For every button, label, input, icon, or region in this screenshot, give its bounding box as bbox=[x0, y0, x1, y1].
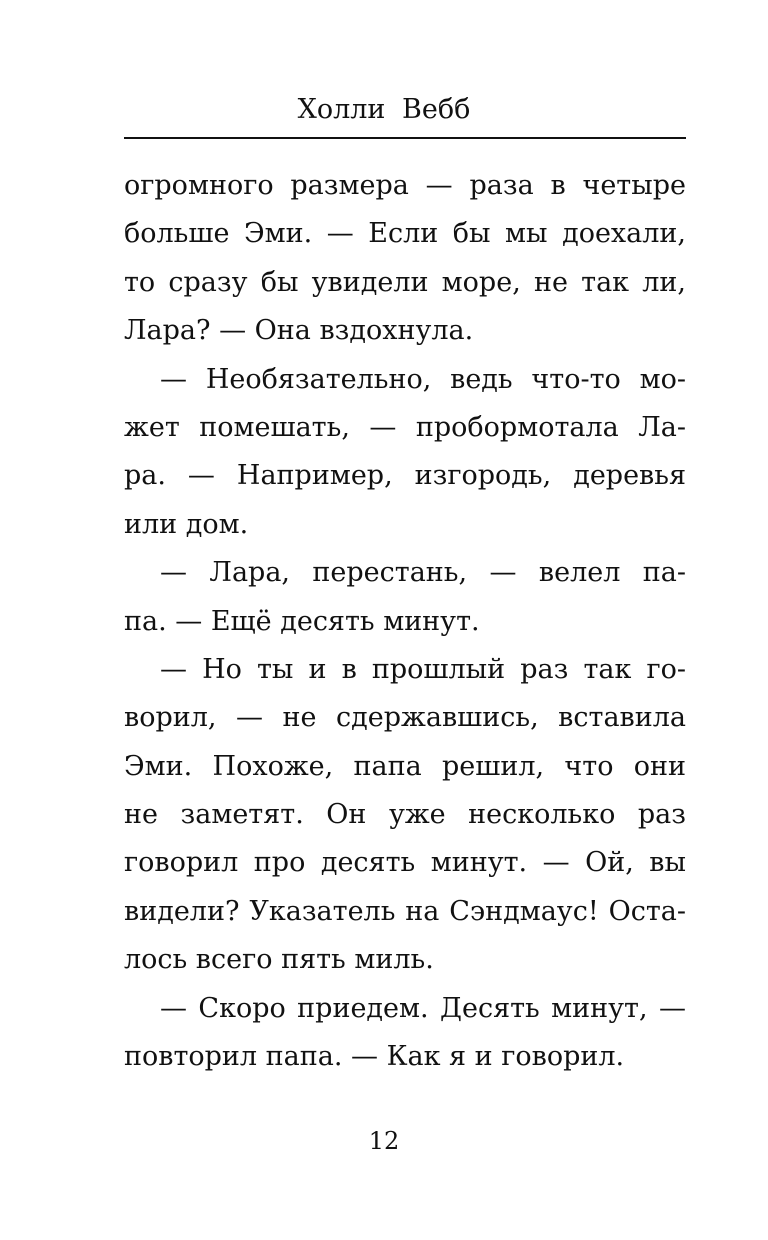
text-line: Эми. Похоже, папа решил, что они bbox=[124, 750, 686, 782]
text-line: — Необязательно, ведь что-то мо- bbox=[160, 363, 686, 395]
text-line: говорил про десять минут. — Ой, вы bbox=[124, 847, 686, 879]
text-line: то сразу бы увидели море, не так ли, bbox=[124, 266, 686, 298]
text-line: ра. — Например, изгородь, деревья bbox=[124, 460, 686, 492]
text-line: Лара? — Она вздохнула. bbox=[124, 315, 474, 347]
text-line: повторил папа. — Как я и говорил. bbox=[124, 1041, 625, 1073]
running-header-author: Холли Вебб bbox=[297, 94, 471, 125]
text-line: — Скоро приедем. Десять минут, — bbox=[160, 992, 686, 1024]
header-rule bbox=[124, 137, 686, 139]
text-line: жет помешать, — пробормотала Ла- bbox=[124, 411, 686, 443]
text-line: лось всего пять миль. bbox=[124, 944, 434, 976]
text-line: видели? Указатель на Сэндмаус! Оста- bbox=[124, 895, 686, 927]
body-text bbox=[124, 162, 686, 1081]
text-line: огромного размера — раза в четыре bbox=[124, 170, 686, 201]
text-line: — Но ты и в прошлый раз так го- bbox=[160, 653, 686, 685]
text-line: — Лара, перестань, — велел па- bbox=[160, 557, 686, 589]
text-line: ворил, — не сдержавшись, вставила bbox=[124, 702, 686, 734]
text-line: па. — Ещё десять минут. bbox=[124, 605, 480, 637]
page-number: 12 bbox=[368, 1127, 400, 1155]
text-line: или дом. bbox=[124, 508, 249, 540]
text-line: не заметят. Он уже несколько раз bbox=[124, 799, 686, 831]
text-line: больше Эми. — Если бы мы доехали, bbox=[124, 218, 686, 250]
